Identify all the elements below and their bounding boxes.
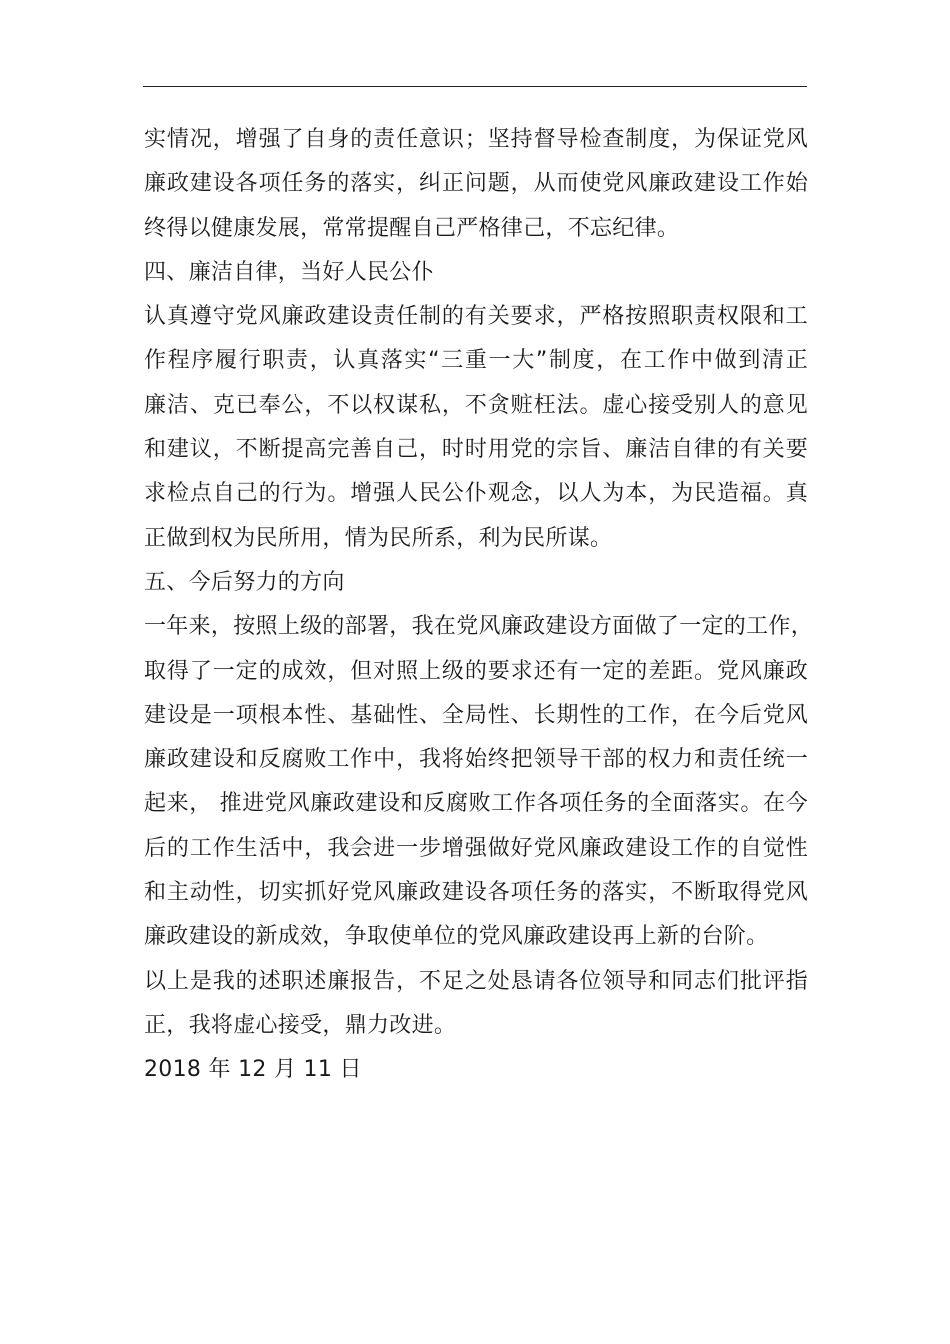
paragraph-line: 实情况，增强了自身的责任意识；坚持督导检查制度，为保证党风 (144, 127, 808, 152)
paragraph-line: 以上是我的述职述廉报告，不足之处恳请各位领导和同志们批评指 (144, 968, 808, 994)
paragraph-line: 认真遵守党风廉政建设责任制的有关要求，严格按照职责权限和工 (144, 304, 808, 330)
document-body (144, 118, 814, 1093)
paragraph-line: 求检点自己的行为。增强人民公仆观念，以人为本，为民造福。真 (144, 481, 808, 507)
paragraph-line: 作程序履行职责，认真落实“三重一大”制度，在工作中做到清正 (144, 348, 808, 374)
section-heading-4: 四、廉洁自律，当好人民公仆 (144, 259, 434, 285)
document-date: 2018 年 12 月 11 日 (144, 1057, 362, 1083)
paragraph-line: 建设是一项根本性、基础性、全局性、长期性的工作，在今后党风 (144, 702, 808, 728)
paragraph-line: 和主动性，切实抓好党风廉政建设各项任务的落实，不断取得党风 (144, 880, 808, 906)
section-heading-5: 五、今后努力的方向 (144, 569, 345, 595)
paragraph-line: 廉政建设各项任务的落实，纠正问题，从而使党风廉政建设工作始 (144, 171, 808, 197)
paragraph-line: 和建议，不断提高完善自己，时时用党的宗旨、廉洁自律的有关要 (144, 437, 808, 463)
header-rule (143, 86, 807, 87)
paragraph-line: 取得了一定的成效，但对照上级的要求还有一定的差距。党风廉政 (144, 658, 808, 684)
paragraph-line: 廉洁、克已奉公，不以权谋私，不贪赃枉法。虚心接受别人的意见 (144, 392, 808, 418)
paragraph-line: 廉政建设的新成效，争取使单位的党风廉政建设再上新的台阶。 (144, 924, 769, 950)
paragraph-line: 正，我将虚心接受，鼎力改进。 (144, 1012, 457, 1038)
paragraph-line: 廉政建设和反腐败工作中，我将始终把领导干部的权力和责任统一 (144, 747, 808, 773)
paragraph-line: 正做到权为民所用，情为民所系，利为民所谋。 (144, 525, 613, 551)
paragraph-line: 终得以健康发展，常常提醒自己严格律己，不忘纪律。 (144, 215, 680, 241)
paragraph-line: 起来， 推进党风廉政建设和反腐败工作各项任务的全面落实。在今 (144, 791, 808, 817)
paragraph-line: 一年来，按照上级的部署，我在党风廉政建设方面做了一定的工作， (144, 614, 814, 640)
paragraph-line: 后的工作生活中，我会进一步增强做好党风廉政建设工作的自觉性 (144, 835, 808, 861)
